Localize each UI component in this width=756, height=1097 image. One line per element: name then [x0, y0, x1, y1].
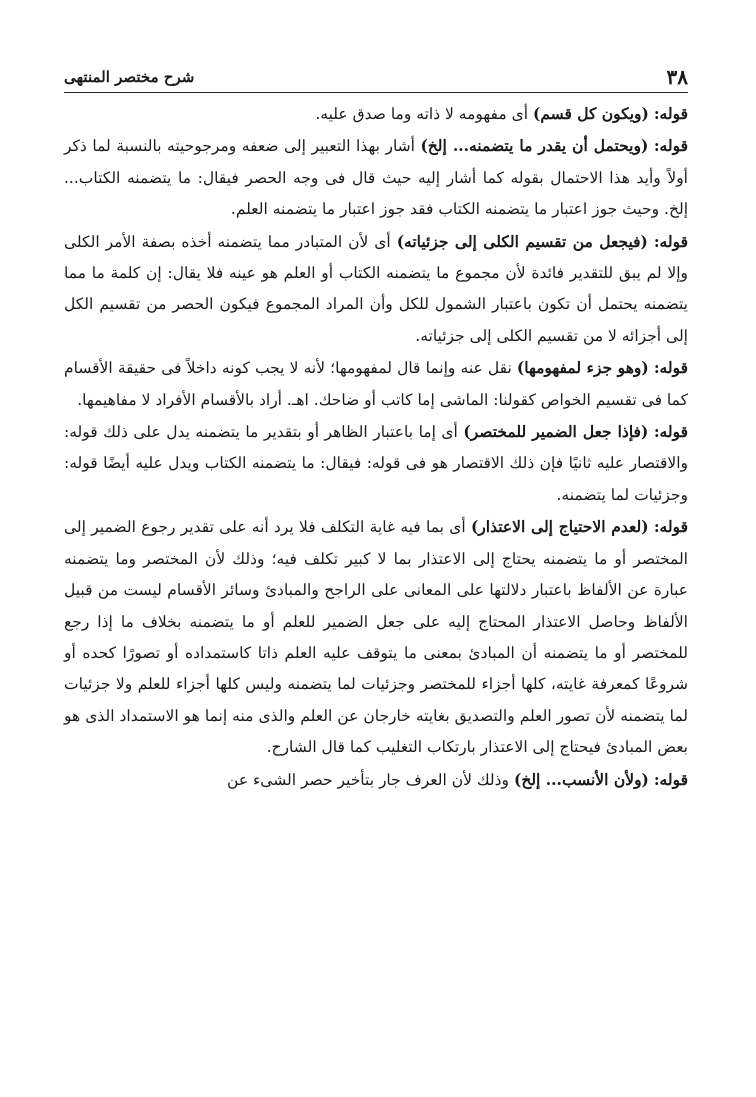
paragraph-text: أى إما باعتبار الظاهر أو بتقدير ما يتضمنه يدل على ذلك قوله: والاقتصار عليه ثانيًا فإن ذلك الاقتصار هو فى قوله: فيقال: ما يتضمنه الكتاب ويدل عليه أيضًا قوله: وجزئيات لما يتضمنه.	[64, 423, 688, 504]
paragraph-label: قوله:	[653, 231, 688, 251]
paragraph	[64, 416, 688, 511]
quoted-phrase: (لعدم الاحتياج إلى الاعتذار)	[470, 517, 649, 537]
quoted-phrase: (ولأن الأنسب... إلخ)	[513, 769, 649, 789]
page-header	[64, 62, 688, 92]
paragraph-label: قوله:	[653, 136, 688, 156]
quoted-phrase: (فإذا جعل الضمير للمختصر)	[463, 422, 649, 442]
paragraph-text: أى مفهومه لا ذاته وما صدق عليه.	[315, 105, 533, 123]
paragraph-label: قوله:	[653, 104, 688, 123]
paragraph-text: نقل عنه وإنما قال لمفهومها؛ لأنه لا يجب كونه داخلاً فى حقيقة الأقسام كما فى تقسيم الخواص كقولنا: الماشى إما كاتب أو ضاحك. اهـ. أراد بالأقسام الأفراد لا مفاهيمها.	[64, 359, 688, 409]
paragraph-label: قوله:	[653, 769, 688, 789]
running-title: شرح مختصر المنتهى	[64, 68, 195, 86]
quoted-phrase: (ويحتمل أن يقدر ما يتضمنه... إلخ)	[420, 136, 649, 156]
paragraph	[64, 764, 688, 796]
paragraph	[64, 130, 688, 225]
paragraph-text: أى لأن المتبادر مما يتضمنه أخذه بصفة الأمر الكلى وإلا لم يبق للتقدير فائدة لأن مجموع ما يتضمنه الكتاب أو العلم هو عينه فلا يقال: إن كلمة ما مما يتضمنه يحتمل أن تكون باعتبار الشمول للكل وأن المراد المجموع فيكون الحصر من تقسيم الكل إلى أجزائه لا من تقسيم الكلى إلى جزئياته.	[64, 232, 688, 345]
paragraph-label: قوله:	[653, 358, 688, 378]
body-text	[64, 98, 688, 796]
paragraph-label: قوله:	[653, 422, 688, 442]
paragraph-text: أى بما فيه غاية التكلف فلا يرد أنه على تقدير رجوع الضمير إلى المختصر أو ما يتضمنه يحتاج إلى الاعتذار بما لا كبير تكلف فيه؛ وذلك لأن المختصر وما يتضمنه عبارة عن الألفاظ باعتبار دلالتها على المعانى على الراجح والمبادئ وسائر الأقسام ليست من قبيل الألفاظ وحاصل الاعتذار المحتاج إليه على جعل الضمير للعلم أو ما يتضمنه بخلاف ما إذا رجع للمختصر أو ما يتضمنه أن المبادئ بمعنى ما يتوقف عليه العلم ذاتا كاستمداده أو تصورًا كحده أو شروعًا كمعرفة غايته، كلها أجزاء للمختصر وجزئيات لما يتضمنه وليس كلها أجزاء للعلم ولا جزئيات لما يتضمنه لأن تصور العلم والتصديق بغايته خارجان عن العلم والذى منه إنما هو الاستمداد الذى هو بعض المبادئ فيحتاج إلى الاعتذار بارتكاب التغليب كما قال الشارح.	[64, 518, 688, 757]
paragraph	[64, 226, 688, 353]
quoted-phrase: (وهو جزء لمفهومها)	[516, 358, 649, 378]
paragraph	[64, 98, 688, 130]
paragraph	[64, 511, 688, 763]
quoted-phrase: (فيجعل من تقسيم الكلى إلى جزئياته)	[396, 231, 648, 251]
paragraph-text: أشار بهذا التعبير إلى ضعفه ومرجوحيته بالنسبة لما ذكر أولاً وأيد هذا الاحتمال بقوله كما أشار إليه حيث قال فى وجه الحصر فيقال: ما يتضمنه الكتاب... إلخ. وحيث جوز اعتبار ما يتضمنه الكتاب فقد جوز اعتبار ما يتضمنه العلم.	[64, 137, 688, 219]
paragraph-label: قوله:	[653, 517, 688, 537]
paragraph-text: وذلك لأن العرف جار بتأخير حصر الشىء عن	[227, 770, 514, 789]
header-rule	[64, 92, 688, 93]
quoted-phrase: (ويكون كل قسم)	[533, 104, 649, 123]
page-number: ٣٨	[666, 65, 688, 89]
paragraph	[64, 352, 688, 416]
